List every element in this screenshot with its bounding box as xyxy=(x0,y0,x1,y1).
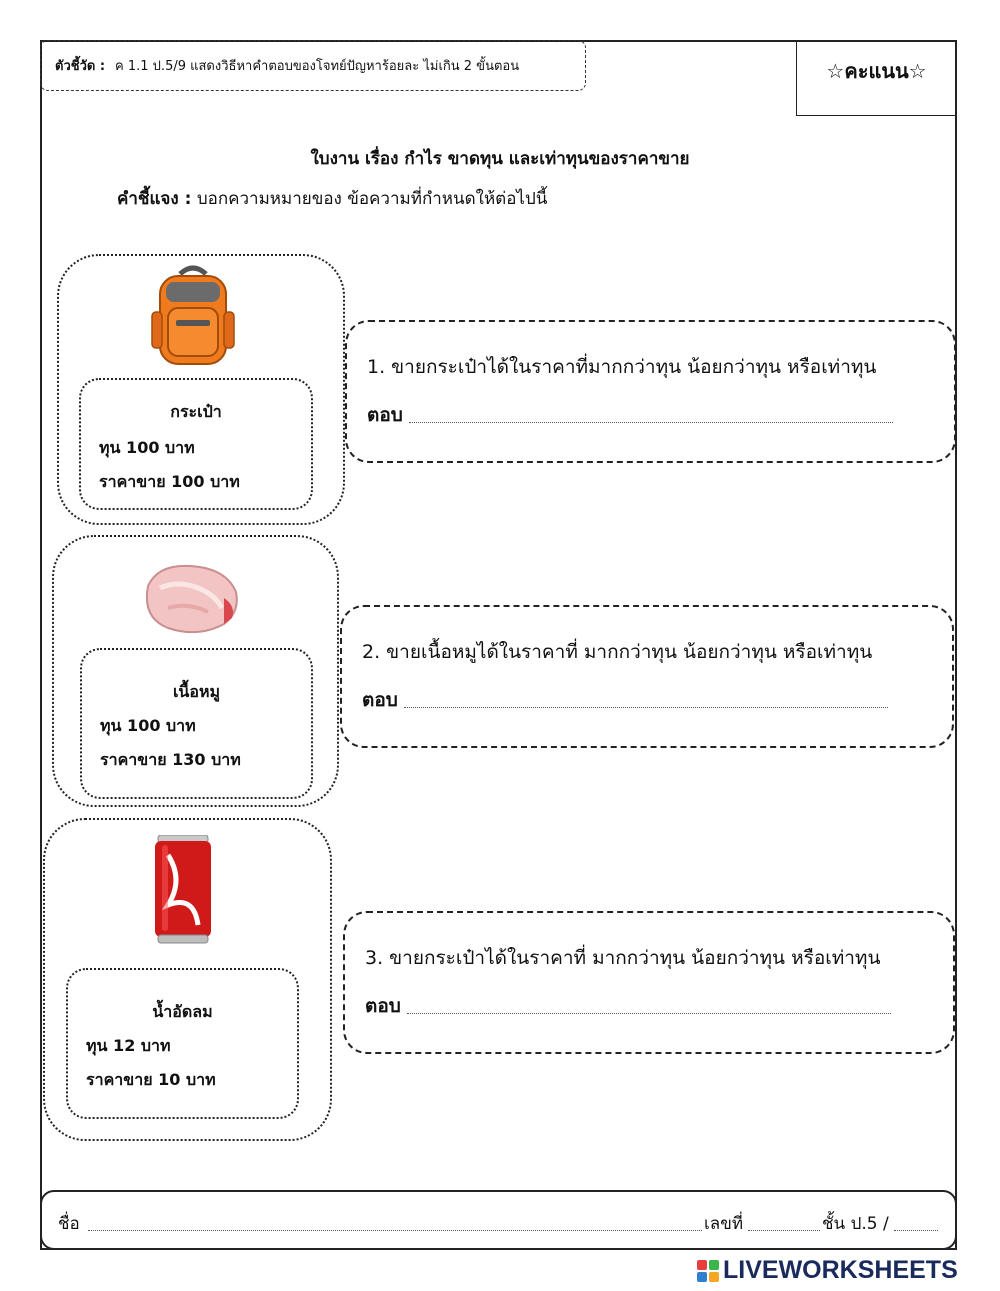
answer-field-2[interactable] xyxy=(404,707,888,708)
liveworksheets-logo xyxy=(697,1256,958,1285)
name-label: ชื่อ xyxy=(58,1214,80,1234)
question-card-2 xyxy=(340,605,954,748)
answer-label: ตอบ xyxy=(362,689,398,711)
class-field[interactable] xyxy=(894,1230,938,1231)
answer-label: ตอบ xyxy=(367,404,403,426)
question-card-3 xyxy=(343,911,955,1054)
number-label: เลขที่ xyxy=(704,1214,744,1234)
item-info-soda xyxy=(66,968,299,1119)
item-price: ราคาขาย 100 บาท xyxy=(99,472,240,491)
answer-field-3[interactable] xyxy=(407,1013,891,1014)
instruction-label: คำชี้แจง : xyxy=(117,189,192,209)
question-card-1 xyxy=(345,320,956,463)
indicator-box xyxy=(40,40,586,91)
item-cost: ทุน 12 บาท xyxy=(86,1036,171,1055)
item-price: ราคาขาย 10 บาท xyxy=(86,1070,216,1089)
answer-field-1[interactable] xyxy=(409,422,893,423)
brand-mark-icon xyxy=(697,1260,719,1282)
student-info-footer xyxy=(40,1190,957,1250)
indicator-text: ค 1.1 ป.5/9 แสดงวิธีหาคำตอบของโจทย์ปัญหาร้อยละ ไม่เกิน 2 ขั้นตอน xyxy=(115,59,520,74)
score-label: ☆คะแนน☆ xyxy=(826,59,927,83)
instruction-text: บอกความหมายของ ข้อความที่กำหนดให้ต่อไปนี้ xyxy=(196,189,548,209)
backpack-icon xyxy=(150,262,236,368)
class-label: ชั้น ป.5 / xyxy=(822,1214,889,1234)
answer-label: ตอบ xyxy=(365,995,401,1017)
question-text: 2. ขายเนื้อหมูได้ในราคาที่ มากกว่าทุน น้อยกว่าทุน หรือเท่าทุน xyxy=(362,641,873,663)
worksheet-title: ใบงาน เรื่อง กำไร ขาดทุน และเท่าทุนของราคาขาย xyxy=(310,149,690,169)
question-text: 3. ขายกระเป๋าได้ในราคาที่ มากกว่าทุน น้อยกว่าทุน หรือเท่าทุน xyxy=(365,947,881,969)
instruction xyxy=(117,185,547,212)
name-field[interactable] xyxy=(88,1230,702,1231)
soda-can-icon xyxy=(154,835,212,945)
item-info-pork xyxy=(80,648,313,799)
item-cost: ทุน 100 บาท xyxy=(100,716,196,735)
pork-icon xyxy=(138,558,242,640)
item-name: เนื้อหมู xyxy=(172,682,221,701)
item-name: น้ำอัดลม xyxy=(152,1002,213,1021)
question-text: 1. ขายกระเป๋าได้ในราคาที่มากกว่าทุน น้อยกว่าทุน หรือเท่าทุน xyxy=(367,356,877,378)
number-field[interactable] xyxy=(748,1230,820,1231)
item-info-backpack xyxy=(79,378,313,510)
item-name: กระเป๋า xyxy=(170,402,222,421)
brand-name: LIVEWORKSHEETS xyxy=(723,1256,958,1284)
item-cost: ทุน 100 บาท xyxy=(99,438,195,457)
indicator-label: ตัวชี้วัด : xyxy=(55,59,106,74)
score-box xyxy=(796,40,957,116)
item-price: ราคาขาย 130 บาท xyxy=(100,750,241,769)
